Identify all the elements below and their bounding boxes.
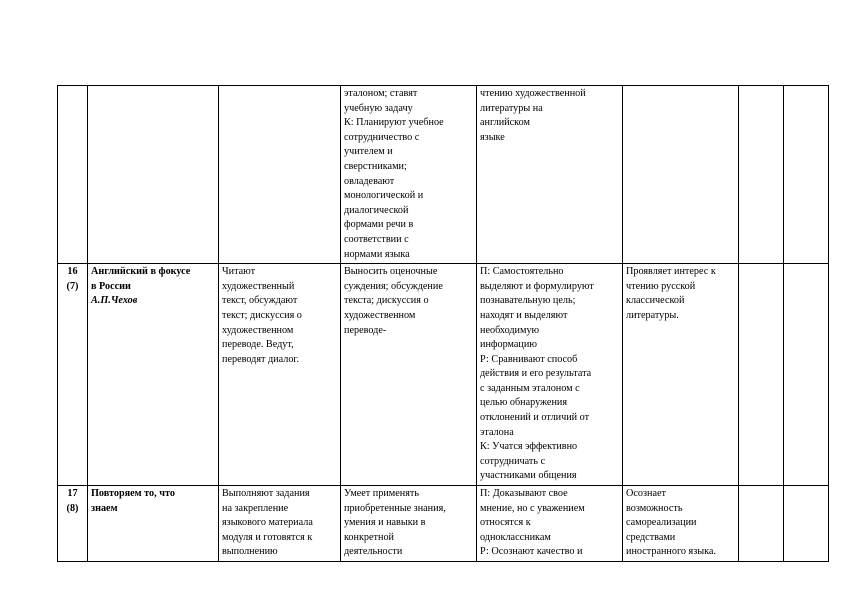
activities-cell xyxy=(219,86,341,264)
subject-results-cell: эталоном; ставят учебную задачу К: Планируют учебное сотрудничество с учителем и сверстниками; овладевают монологической и диалогической формами речи в соответствии с нормами языка xyxy=(341,86,477,264)
personal-results-cell: Проявляет интерес к чтению русской классической литературы. xyxy=(623,264,739,486)
subject-results-cell: Выносить оценочные суждения; обсуждение текста; дискуссия о художественном переводе- xyxy=(341,264,477,486)
lesson-topic-cell xyxy=(88,86,219,264)
extra-cell-1 xyxy=(739,486,784,562)
table-row xyxy=(58,264,829,486)
table-row xyxy=(58,486,829,562)
lesson-topic-cell: Повторяем то, что знаем xyxy=(88,486,219,562)
extra-cell-1 xyxy=(739,86,784,264)
lesson-number-cell: 16 (7) xyxy=(58,264,88,486)
activities-cell: Выполняют задания на закрепление языкового материала модуля и готовятся к выполнению xyxy=(219,486,341,562)
personal-results-cell: Осознает возможность самореализации средствами иностранного языка. xyxy=(623,486,739,562)
metasubject-results-cell: П: Самостоятельно выделяют и формулируют познавательную цель; находят и выделяют необходимую информацию Р: Сравнивают способ действия и его результата с заданным эталоном с целью обнаружения отклонений и отличий от эталона К: Учатся эффективно сотрудничать с участниками общения xyxy=(477,264,623,486)
table-row xyxy=(58,86,829,264)
extra-cell-2 xyxy=(784,86,829,264)
lesson-topic-title: Английский в фокусе в России xyxy=(91,266,191,292)
personal-results-cell xyxy=(623,86,739,264)
activities-cell: Читают художественный текст, обсуждают текст; дискуссия о художественном переводе. Ведут, переводят диалог. xyxy=(219,264,341,486)
metasubject-results-cell: чтению художественной литературы на английском языке xyxy=(477,86,623,264)
subject-results-cell: Умеет применять приобретенные знания, умения и навыки в конкретной деятельности xyxy=(341,486,477,562)
extra-cell-2 xyxy=(784,486,829,562)
lesson-topic-cell xyxy=(88,264,219,486)
metasubject-results-cell: П: Доказывают свое мнение, но с уважением относятся к одноклассникам Р: Осознают качество и xyxy=(477,486,623,562)
lesson-number-cell: 17 (8) xyxy=(58,486,88,562)
lesson-number-cell xyxy=(58,86,88,264)
extra-cell-2 xyxy=(784,264,829,486)
lesson-topic-subtitle: А.П.Чехов xyxy=(91,295,138,307)
lesson-plan-table xyxy=(57,85,829,562)
extra-cell-1 xyxy=(739,264,784,486)
